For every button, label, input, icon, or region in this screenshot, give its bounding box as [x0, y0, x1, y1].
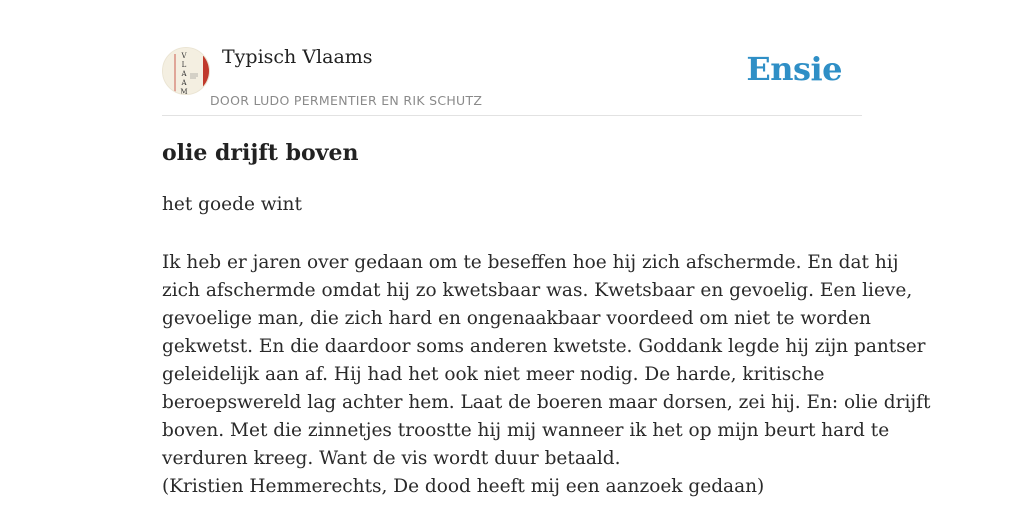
example-line: boven. Met die zinnetjes troostte hij mij wanneer ik het op mijn beurt hard te: [162, 420, 890, 441]
entry-term: olie drijft boven: [162, 140, 359, 166]
entry-definition: het goede wint: [162, 194, 302, 215]
dictionary-header: [162, 40, 862, 116]
example-line: verduren kreeg. Want de vis wordt duur betaald.: [162, 448, 621, 469]
typisch-vlaams-logo-icon: [163, 48, 210, 95]
svg-text:M: M: [180, 88, 188, 95]
example-line: gevoelige man, die zich hard en ongenaakbaar voordeed om niet te worden: [162, 308, 871, 329]
dictionary-avatar[interactable]: [162, 47, 210, 95]
entry-example-quote: [162, 249, 931, 501]
example-line: gekwetst. En die daardoor soms anderen kwetste. Goddank legde hij zijn pantser: [162, 336, 926, 357]
example-line: beroepswereld lag achter hem. Laat de boeren maar dorsen, zei hij. En: olie drijft: [162, 392, 931, 413]
svg-text:A: A: [181, 70, 187, 78]
example-source: (Kristien Hemmerechts, De dood heeft mij een aanzoek gedaan): [162, 476, 765, 497]
ensie-logo[interactable]: Ensie: [746, 50, 842, 88]
example-line: geleidelijk aan af. Hij had het ook niet meer nodig. De harde, kritische: [162, 364, 825, 385]
example-line: Ik heb er jaren over gedaan om te beseffen hoe hij zich afschermde. En dat hij: [162, 252, 899, 273]
svg-text:L: L: [181, 61, 187, 69]
dictionary-authors: DOOR LUDO PERMENTIER EN RIK SCHUTZ: [210, 93, 483, 108]
example-line: zich afschermde omdat hij zo kwetsbaar was. Kwetsbaar en gevoelig. Een lieve,: [162, 280, 913, 301]
dictionary-title[interactable]: Typisch Vlaams: [222, 46, 373, 68]
svg-text:A: A: [181, 79, 187, 87]
svg-text:V: V: [181, 52, 187, 60]
